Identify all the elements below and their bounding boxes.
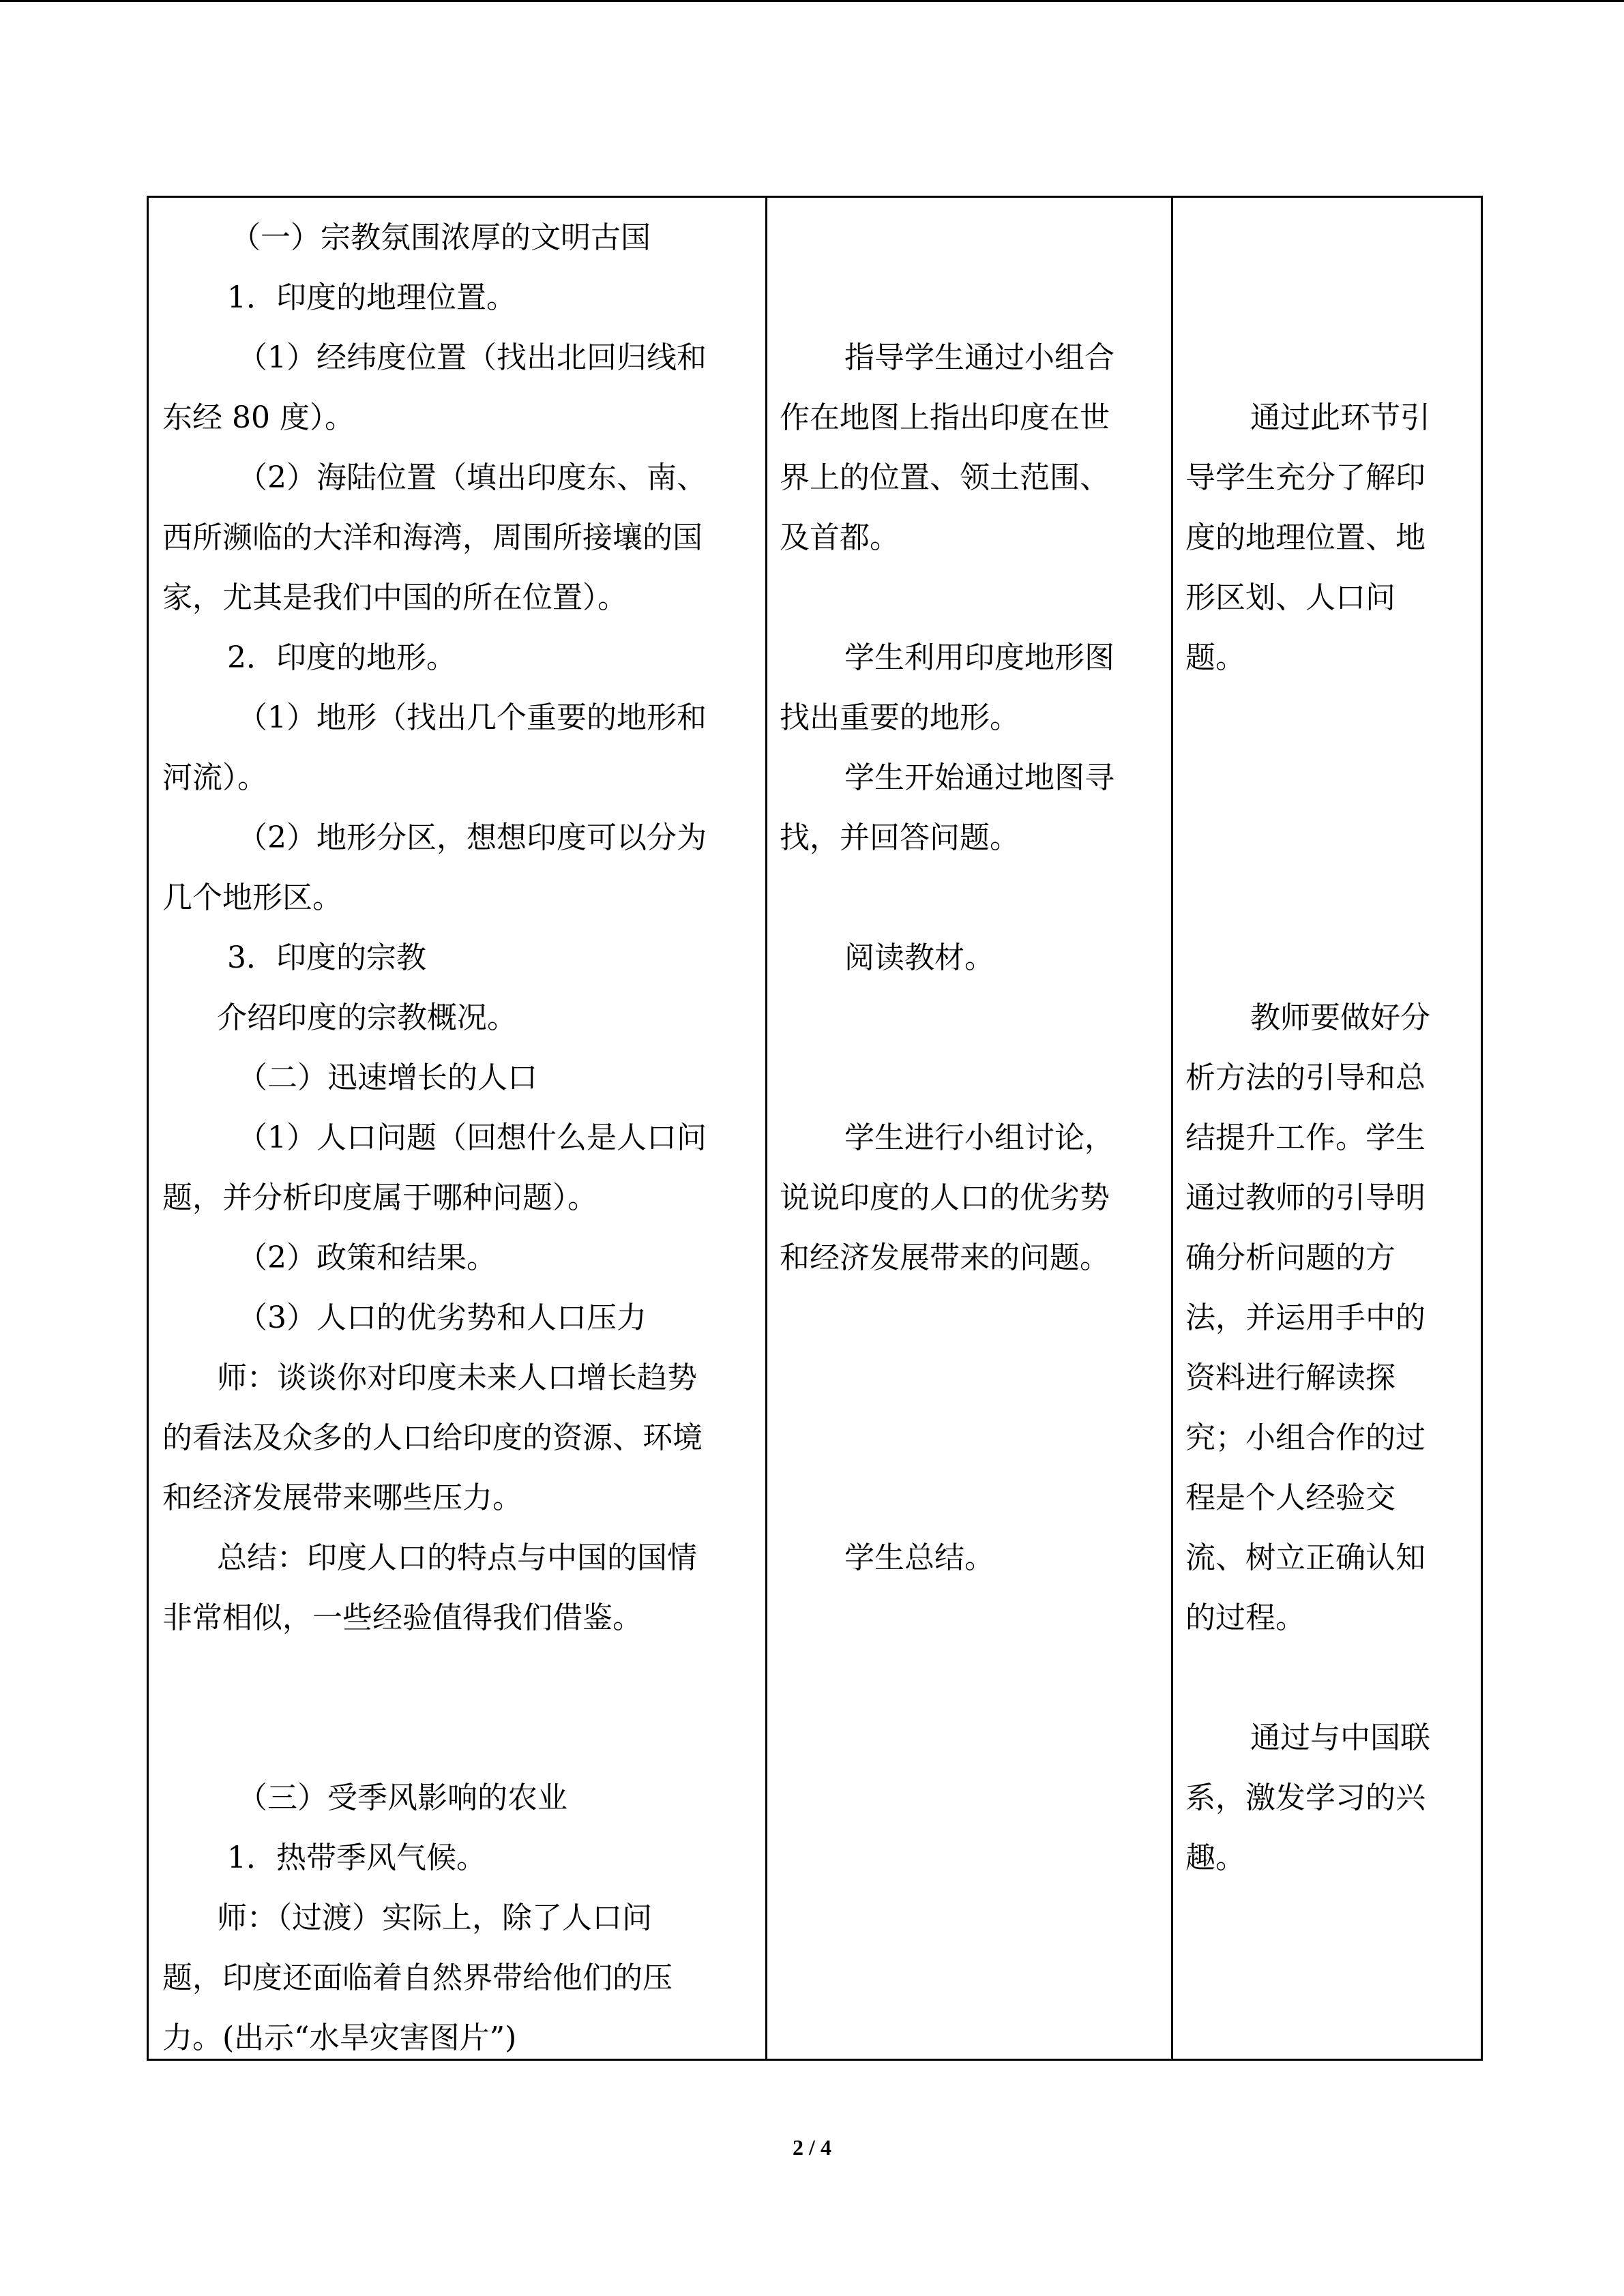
intent-line: 法，并运用手中的 xyxy=(1185,1300,1426,1335)
student-line: 找出重要的地形。 xyxy=(780,700,1020,735)
content-line: 力。(出示“水旱灾害图片”) xyxy=(162,2021,517,2055)
intent-line: 教师要做好分 xyxy=(1250,1000,1430,1035)
student-line: 学生开始通过地图寻 xyxy=(844,760,1114,795)
student-line: 及首都。 xyxy=(780,520,900,555)
content-line: 的看法及众多的人口给印度的资源、环境 xyxy=(162,1420,703,1455)
intent-line: 趣。 xyxy=(1185,1840,1245,1875)
content-line: 河流）。 xyxy=(162,760,267,795)
student-line: 学生进行小组讨论， xyxy=(844,1120,1114,1155)
student-line: 说说印度的人口的优劣势 xyxy=(780,1180,1110,1215)
content-line: （1）经纬度位置（找出北回归线和 xyxy=(237,340,707,375)
intent-line: 资料进行解读探 xyxy=(1185,1360,1396,1395)
student-line: 指导学生通过小组合 xyxy=(844,340,1114,375)
student-line: 作在地图上指出印度在世 xyxy=(780,400,1110,435)
column-divider-1 xyxy=(765,198,767,2059)
content-line: （1）地形（找出几个重要的地形和 xyxy=(237,700,707,735)
content-line: 3．印度的宗教 xyxy=(227,940,426,975)
content-line: （一）宗教氛围浓厚的文明古国 xyxy=(231,220,651,255)
student-line: 学生总结。 xyxy=(844,1540,994,1575)
intent-line: 结提升工作。学生 xyxy=(1185,1120,1426,1155)
content-line: 和经济发展带来哪些压力。 xyxy=(162,1480,522,1515)
content-line: 家，尤其是我们中国的所在位置）。 xyxy=(162,580,628,615)
content-line: 几个地形区。 xyxy=(162,880,342,915)
content-line: 1．印度的地理位置。 xyxy=(227,280,516,315)
student-line: 阅读教材。 xyxy=(844,940,994,975)
content-line: （3）人口的优劣势和人口压力 xyxy=(237,1300,647,1335)
intent-line: 究；小组合作的过 xyxy=(1185,1420,1426,1455)
content-line: 介绍印度的宗教概况。 xyxy=(217,1000,517,1035)
content-line: 2．印度的地形。 xyxy=(227,640,456,675)
content-line: 师：谈谈你对印度未来人口增长趋势 xyxy=(217,1360,697,1395)
page-top-rule xyxy=(0,0,1624,2)
intent-line: 题。 xyxy=(1185,640,1245,675)
page-number: 2 / 4 xyxy=(793,2135,831,2160)
intent-line: 度的地理位置、地 xyxy=(1185,520,1426,555)
student-line: 找，并回答问题。 xyxy=(780,820,1020,855)
content-line: 题，并分析印度属于哪种问题）。 xyxy=(162,1180,597,1215)
intent-line: 析方法的引导和总 xyxy=(1185,1060,1426,1095)
intent-line: 通过此环节引 xyxy=(1250,400,1430,435)
content-line: （三）受季风影响的农业 xyxy=(237,1780,567,1815)
student-line: 界上的位置、领土范围、 xyxy=(780,460,1110,495)
content-line: 东经 80 度）。 xyxy=(162,400,355,435)
content-line: （2）政策和结果。 xyxy=(237,1240,497,1275)
intent-line: 确分析问题的方 xyxy=(1185,1240,1396,1275)
content-line: 西所濒临的大洋和海湾，周围所接壤的国 xyxy=(162,520,703,555)
content-line: 师：（过渡）实际上，除了人口问 xyxy=(217,1900,652,1935)
content-line: 1．热带季风气候。 xyxy=(227,1840,486,1875)
content-line: （1）人口问题（回想什么是人口问 xyxy=(237,1120,707,1155)
intent-line: 通过与中国联 xyxy=(1250,1720,1430,1755)
content-line: 非常相似，一些经验值得我们借鉴。 xyxy=(162,1600,643,1635)
content-line: 题，印度还面临着自然界带给他们的压 xyxy=(162,1960,673,1995)
intent-line: 通过教师的引导明 xyxy=(1185,1180,1426,1215)
content-line: （二）迅速增长的人口 xyxy=(237,1060,537,1095)
content-line: 总结：印度人口的特点与中国的国情 xyxy=(217,1540,697,1575)
intent-line: 程是个人经验交 xyxy=(1185,1480,1396,1515)
intent-line: 的过程。 xyxy=(1185,1600,1305,1635)
student-line: 和经济发展带来的问题。 xyxy=(780,1240,1110,1275)
content-line: （2）海陆位置（填出印度东、南、 xyxy=(237,460,707,495)
intent-line: 流、树立正确认知 xyxy=(1185,1540,1426,1575)
intent-line: 形区划、人口问 xyxy=(1185,580,1396,615)
intent-line: 导学生充分了解印 xyxy=(1185,460,1426,495)
column-divider-2 xyxy=(1171,198,1173,2059)
intent-line: 系，激发学习的兴 xyxy=(1185,1780,1426,1815)
content-line: （2）地形分区，想想印度可以分为 xyxy=(237,820,707,855)
student-line: 学生利用印度地形图 xyxy=(844,640,1114,675)
